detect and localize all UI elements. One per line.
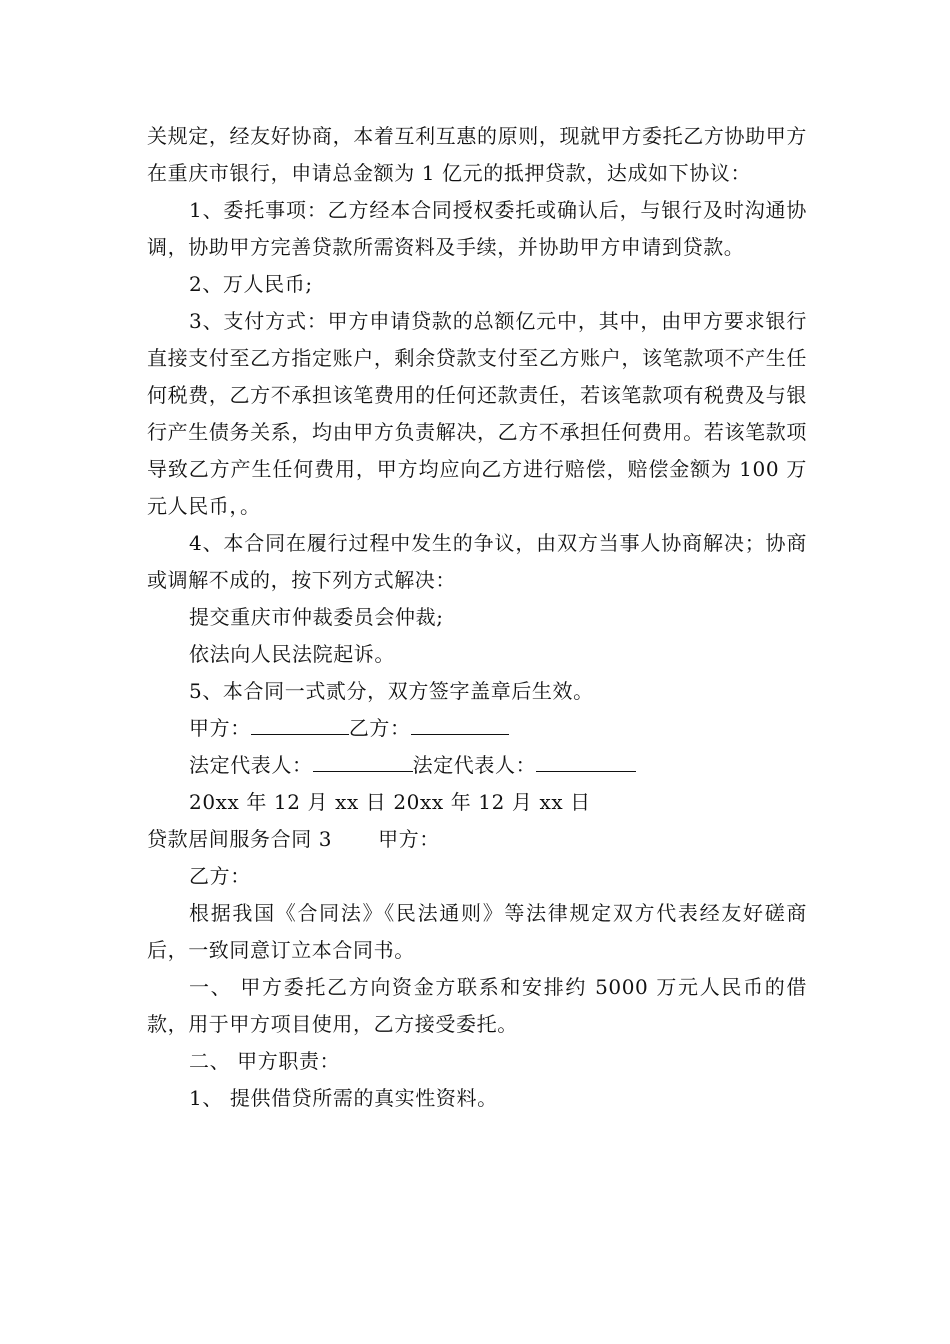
paragraph-agreement-intro: 关规定，经友好协商，本着互利互惠的原则，现就甲方委托乙方协助甲方在重庆市银行，申请总金额为 1 亿元的抵押贷款，达成如下协议： [147,124,807,185]
contract-3-party-a-label: 甲方： [378,827,440,851]
rep-b-label: 法定代表人： [412,753,537,777]
party-b-signature-blank [411,710,509,735]
contract-3-article-1: 一、 甲方委托乙方向资金方联系和安排约 5000 万元人民币的借款，用于甲方项目使用，乙方接受委托。 [147,975,807,1036]
contract-3-article-2-heading: 二、 甲方职责： [189,1049,341,1073]
document-body [147,118,807,1117]
paragraph-clause-3: 3、支付方式：甲方申请贷款的总额亿元中，其中，由甲方要求银行直接支付至乙方指定账户，剩余贷款支付至乙方账户，该笔款项不产生任何税费，乙方不承担该笔费用的任何还款责任，若该笔款项有税费及与银行产生债务关系，均由甲方负责解决，乙方不承担任何费用。若该笔款项导致乙方产生任何费用，甲方均应向乙方进行赔偿，赔偿金额为 100 万元人民币，。 [147,309,807,518]
paragraph-clause-4: 4、本合同在履行过程中发生的争议，由双方当事人协商解决；协商或调解不成的，按下列方式解决： [147,531,807,592]
signature-representatives-line [147,747,807,784]
paragraph-arbitration-option: 提交重庆市仲裁委员会仲裁; [189,605,444,629]
paragraph-clause-1: 1、委托事项：乙方经本合同授权委托或确认后，与银行及时沟通协调，协助甲方完善贷款所需资料及手续，并协助甲方申请到贷款。 [147,198,807,259]
contract-3-preamble: 根据我国《合同法》《民法通则》等法律规定双方代表经友好磋商后，一致同意订立本合同书。 [147,901,807,962]
party-a-signature-blank [251,710,349,735]
paragraph-court-option: 依法向人民法院起诉。 [189,642,395,666]
contract-3-party-b-label: 乙方： [189,864,251,888]
party-a-label: 甲方： [189,716,251,740]
paragraph-clause-2: 2、万人民币; [189,272,313,296]
rep-b-signature-blank [536,747,636,772]
rep-a-signature-blank [313,747,413,772]
rep-a-label: 法定代表人： [189,753,313,777]
contract-3-article-2-item-1: 1、 提供借贷所需的真实性资料。 [189,1086,498,1110]
contract-3-title: 贷款居间服务合同 3 [147,827,333,851]
contract-3-heading-line [147,821,807,858]
party-b-label: 乙方： [348,716,411,740]
signature-parties-line [147,710,807,747]
signature-date-line: 20xx 年 12 月 xx 日 20xx 年 12 月 xx 日 [189,790,591,814]
paragraph-clause-5: 5、本合同一式贰分，双方签字盖章后生效。 [189,679,594,703]
